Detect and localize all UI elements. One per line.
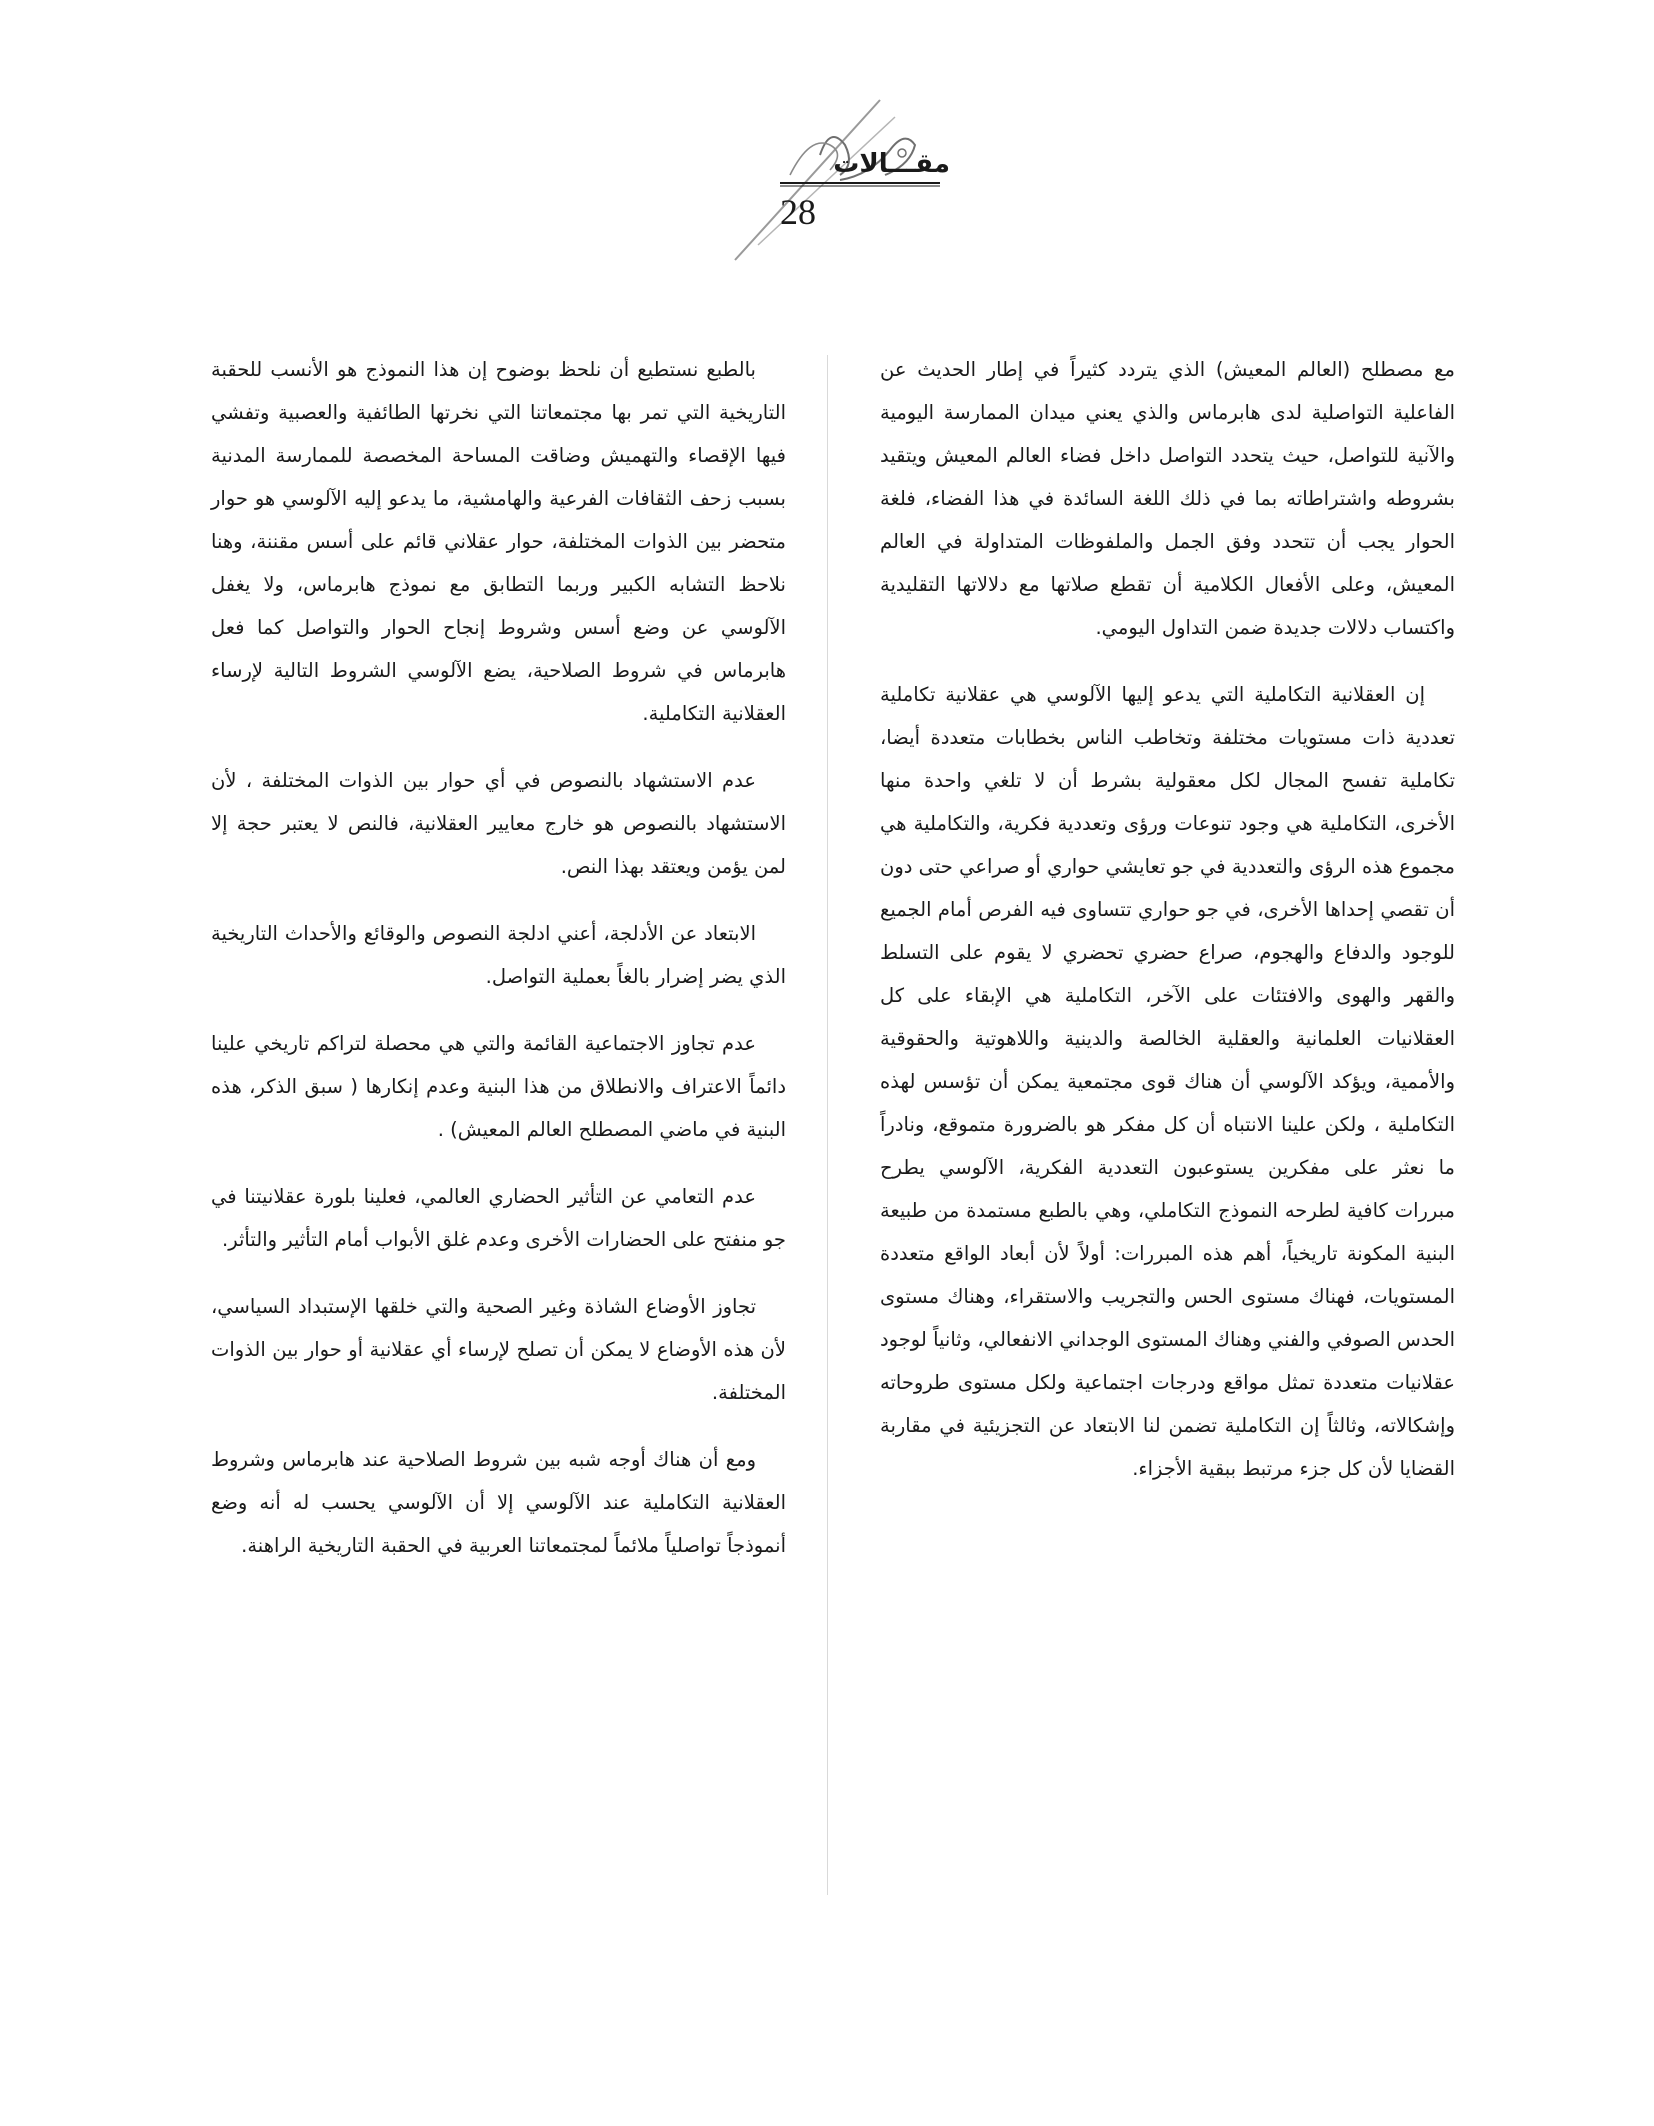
paragraph: ومع أن هناك أوجه شبه بين شروط الصلاحية عند هابرماس وشروط العقلانية التكاملية عند الآلوسي إلا أن الآلوسي يحسب له أنه وضع أنموذجاً تواصلياً ملائماً لمجتمعاتنا العربية في الحقبة التاريخية الراهنة. <box>211 1448 786 1557</box>
paragraph: إن العقلانية التكاملية التي يدعو إليها الآلوسي هي عقلانية تكاملية تعددية ذات مستويات مختلفة وتخاطب الناس بخطابات متعددة أيضا، تكاملية تفسح المجال لكل معقولية بشرط أن لا تلغي واحدة منها الأخرى، التكاملية هي وجود تنوعات ورؤى وتعددية فكرية، والتكاملية هي مجموع هذه الرؤى والتعددية في جو تعايشي حواري أو صراعي حتى دون أن تقصي إحداها الأخرى، في جو حواري تتساوى فيه الفرص أمام الجميع للوجود والدفاع والهجوم، صراع حضري تحضري لا يقوم على التسلط والقهر والهوى والافتئات على الآخر، التكاملية هي الإبقاء على كل العقلانيات العلمانية والعقلية الخالصة والدينية واللاهوتية والحقوقية والأممية، ويؤكد الآلوسي أن هناك قوى مجتمعية يمكن أن تؤسس لهذه التكاملية ، ولكن علينا الانتباه أن كل مفكر هو بالضرورة متموقع، ونادراً ما نعثر على مفكرين يستوعبون التعددية الفكرية، الآلوسي يطرح مبررات كافية لطرحه النموذج التكاملي، وهي بالطبع مستمدة من طبيعة البنية المكونة تاريخياً، أهم هذه المبررات: أولاً لأن أبعاد الواقع متعددة المستويات، فهناك مستوى الحس والتجريب والاستقراء، وهناك مستوى الحدس الصوفي والفني وهناك المستوى الوجداني الانفعالي، وثانياً لوجود عقلانيات متعددة تمثل مواقع ودرجات اجتماعية ولكل مستوى طروحاته وإشكالاته، وثالثاً إن التكاملية تضمن لنا الابتعاد عن التجزيئية في مقاربة القضايا لأن كل جزء مرتبط ببقية الأجزاء. <box>880 683 1455 1480</box>
paragraph: بالطبع نستطيع أن نلحظ بوضوح إن هذا النموذج هو الأنسب للحقبة التاريخية التي تمر بها مجتمعاتنا التي نخرتها الطائفية والعصبية وتفشي فيها الإقصاء والتهميش وضاقت المساحة المخصصة للممارسة المدنية بسبب زحف الثقافات الفرعية والهامشية، ما يدعو إليه الآلوسي هو حوار متحضر بين الذوات المختلفة، حوار عقلاني قائم على أسس مقننة، وهنا نلاحظ التشابه الكبير وربما التطابق مع نموذج هابرماس، ولا يغفل الآلوسي عن وضع أسس وشروط إنجاح الحوار والتواصل كما فعل هابرماس في شروط الصلاحية، يضع الآلوسي الشروط التالية لإرساء العقلانية التكاملية. <box>211 358 786 725</box>
section-label: مقـــالات <box>833 149 950 179</box>
paragraph: عدم تجاوز الاجتماعية القائمة والتي هي محصلة لتراكم تاريخي علينا دائماً الاعتراف والانطلاق من هذا البنية وعدم إنكارها ( سبق الذكر، هذه البنية في ماضي المصطلح العالم المعيش) . <box>211 1032 786 1141</box>
right-column <box>880 348 1455 1514</box>
paragraph: تجاوز الأوضاع الشاذة وغير الصحية والتي خلقها الإستبداد السياسي، لأن هذه الأوضاع لا يمكن أن تصلح لإرساء أي عقلانية أو حوار بين الذوات المختلفة. <box>211 1295 786 1404</box>
magazine-logo-icon <box>640 95 1020 265</box>
paragraph: مع مصطلح (العالم المعيش) الذي يتردد كثيراً في إطار الحديث عن الفاعلية التواصلية لدى هابرماس والذي يعني ميدان الممارسة اليومية والآنية للتواصل، حيث يتحدد التواصل داخل فضاء العالم المعيش ويتقيد بشروطه واشتراطاته بما في ذلك اللغة السائدة في هذا الفضاء، فلغة الحوار يجب أن تتحدد وفق الجمل والملفوظات المتداولة في العالم المعيش، وعلى الأفعال الكلامية أن تقطع صلاتها مع دلالاتها التقليدية واكتساب دلالات جديدة ضمن التداول اليومي. <box>880 358 1455 639</box>
paragraph: عدم التعامي عن التأثير الحضاري العالمي، فعلينا بلورة عقلانيتنا في جو منفتح على الحضارات الأخرى وعدم غلق الأبواب أمام التأثير والتأثر. <box>211 1185 786 1251</box>
paragraph: الابتعاد عن الأدلجة، أعني ادلجة النصوص والوقائع والأحداث التاريخية الذي يضر إضرار بالغاً بعملية التواصل. <box>211 922 786 988</box>
page-number: 28 <box>780 192 816 232</box>
left-column <box>211 348 786 1591</box>
column-divider <box>827 355 828 1895</box>
page-header <box>640 95 1020 265</box>
paragraph: عدم الاستشهاد بالنصوص في أي حوار بين الذوات المختلفة ، لأن الاستشهاد بالنصوص هو خارج معايير العقلانية، فالنص لا يعتبر حجة إلا لمن يؤمن ويعتقد بهذا النص. <box>211 769 786 878</box>
